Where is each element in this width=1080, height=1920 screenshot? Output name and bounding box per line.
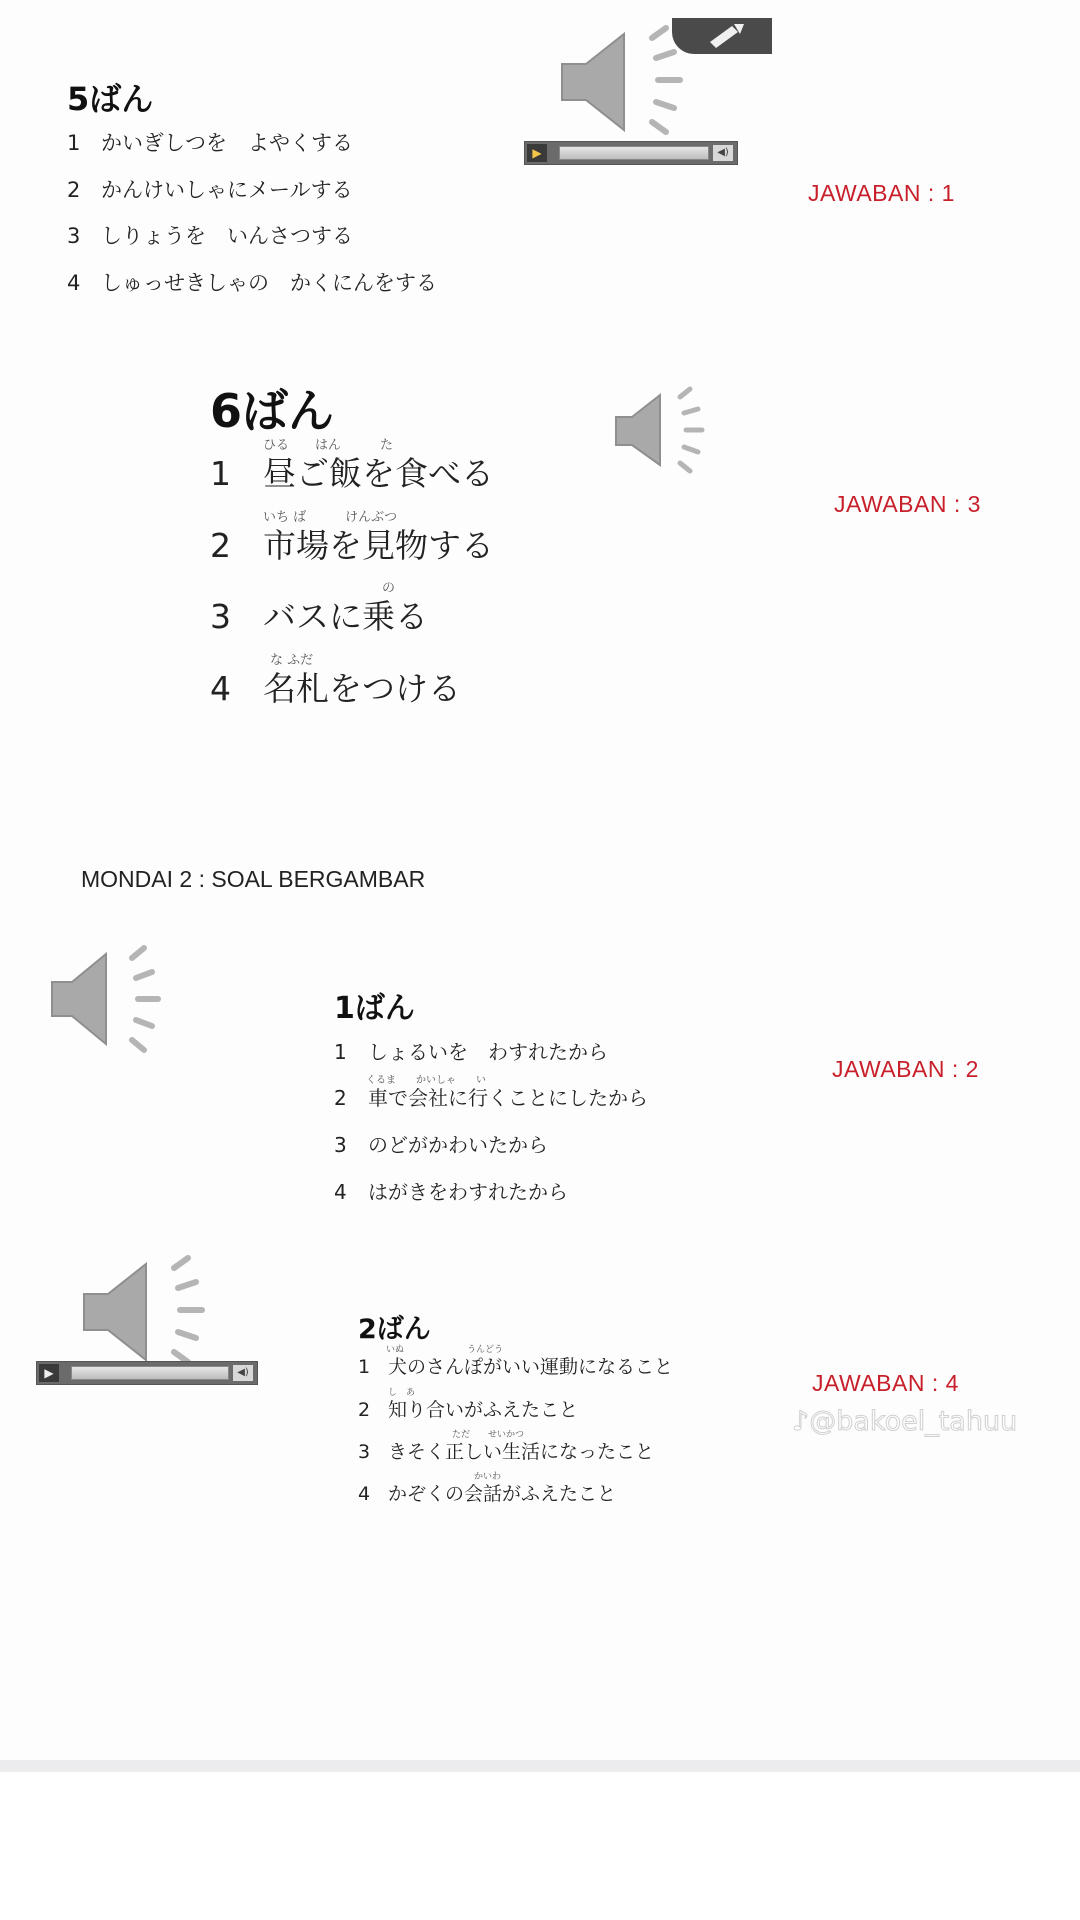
play-icon[interactable]: ▶ — [527, 144, 547, 162]
blank-page-area — [0, 1772, 1080, 1920]
tiktok-watermark: ♪@bakoel_tahuu — [792, 1406, 1018, 1437]
question-5-title: 5ばん — [67, 80, 154, 118]
question-2-option-1: 1 犬のさんぽがいい運動になること — [358, 1356, 674, 1378]
answer-q5: JAWABAN : 1 — [808, 180, 955, 206]
answer-q6: JAWABAN : 3 — [834, 491, 981, 517]
audio-progress-track[interactable] — [559, 146, 709, 160]
question-2-option-4-ruby: かいわ — [474, 1472, 502, 1482]
question-1-option-1: 1 しょるいを わすれたから — [334, 1040, 608, 1064]
question-2-option-3: 3 きそく正しい生活になったこと — [358, 1441, 655, 1463]
question-5-option-2: 2 かんけいしゃにメールする — [67, 178, 353, 202]
volume-icon[interactable]: ◀) — [713, 145, 733, 161]
question-6-option-3: 3 バスに乗る — [210, 597, 428, 636]
question-6-option-2: 2 市場を見物する — [210, 526, 494, 565]
question-2-option-3-ruby: ただ せいかつ — [452, 1430, 525, 1440]
volume-icon[interactable]: ◀) — [233, 1365, 253, 1381]
question-2-option-4: 4 かぞくの会話がふえたこと — [358, 1483, 617, 1505]
question-6-option-4-ruby: な ふだ — [270, 653, 314, 668]
question-5-option-3: 3 しりょうを いんさつする — [67, 224, 353, 248]
question-6-option-3-ruby: の — [382, 581, 396, 596]
answer-q1: JAWABAN : 2 — [832, 1056, 979, 1082]
question-6-option-4: 4 名札をつける — [210, 669, 461, 708]
page-divider — [0, 1760, 1080, 1772]
question-1-option-3: 3 のどがかわいたから — [334, 1133, 548, 1157]
question-5-option-4: 4 しゅっせきしゃの かくにんをする — [67, 271, 437, 295]
pencil-arrow-icon — [702, 20, 752, 50]
audio-speaker-icon[interactable] — [78, 1254, 208, 1370]
question-6-option-1-ruby: ひる はん た — [263, 438, 394, 453]
pencil-tab[interactable] — [672, 18, 772, 54]
question-6-option-1: 1 昼ご飯を食べる — [210, 454, 494, 493]
audio-player[interactable] — [36, 1361, 258, 1385]
audio-progress-track[interactable] — [71, 1366, 229, 1380]
audio-player[interactable] — [524, 141, 738, 165]
question-1-option-2: 2 車で会社に行くことにしたから — [334, 1086, 648, 1110]
answer-q2: JAWABAN : 4 — [812, 1370, 959, 1396]
question-5-option-1: 1 かいぎしつを よやくする — [67, 131, 353, 155]
question-2-option-2: 2 知り合いがふえたこと — [358, 1399, 579, 1421]
question-6-title: 6ばん — [210, 384, 335, 438]
audio-speaker-icon[interactable] — [556, 24, 686, 140]
question-1-option-4: 4 はがきをわすれたから — [334, 1180, 568, 1204]
question-6-option-2-ruby: いち ば けんぶつ — [263, 510, 398, 525]
question-2-option-2-ruby: し あ — [388, 1388, 416, 1398]
question-1-title: 1ばん — [334, 991, 415, 1026]
question-2-title: 2ばん — [358, 1314, 431, 1345]
question-2-option-1-ruby: いぬ うんどう — [386, 1345, 504, 1355]
audio-speaker-icon[interactable] — [46, 944, 166, 1054]
play-icon[interactable]: ▶ — [39, 1364, 59, 1382]
mondai-2-heading: MONDAI 2 : SOAL BERGAMBAR — [81, 866, 426, 892]
question-1-option-2-ruby: くるま かいしゃ い — [366, 1075, 486, 1086]
audio-speaker-icon[interactable] — [612, 385, 708, 475]
